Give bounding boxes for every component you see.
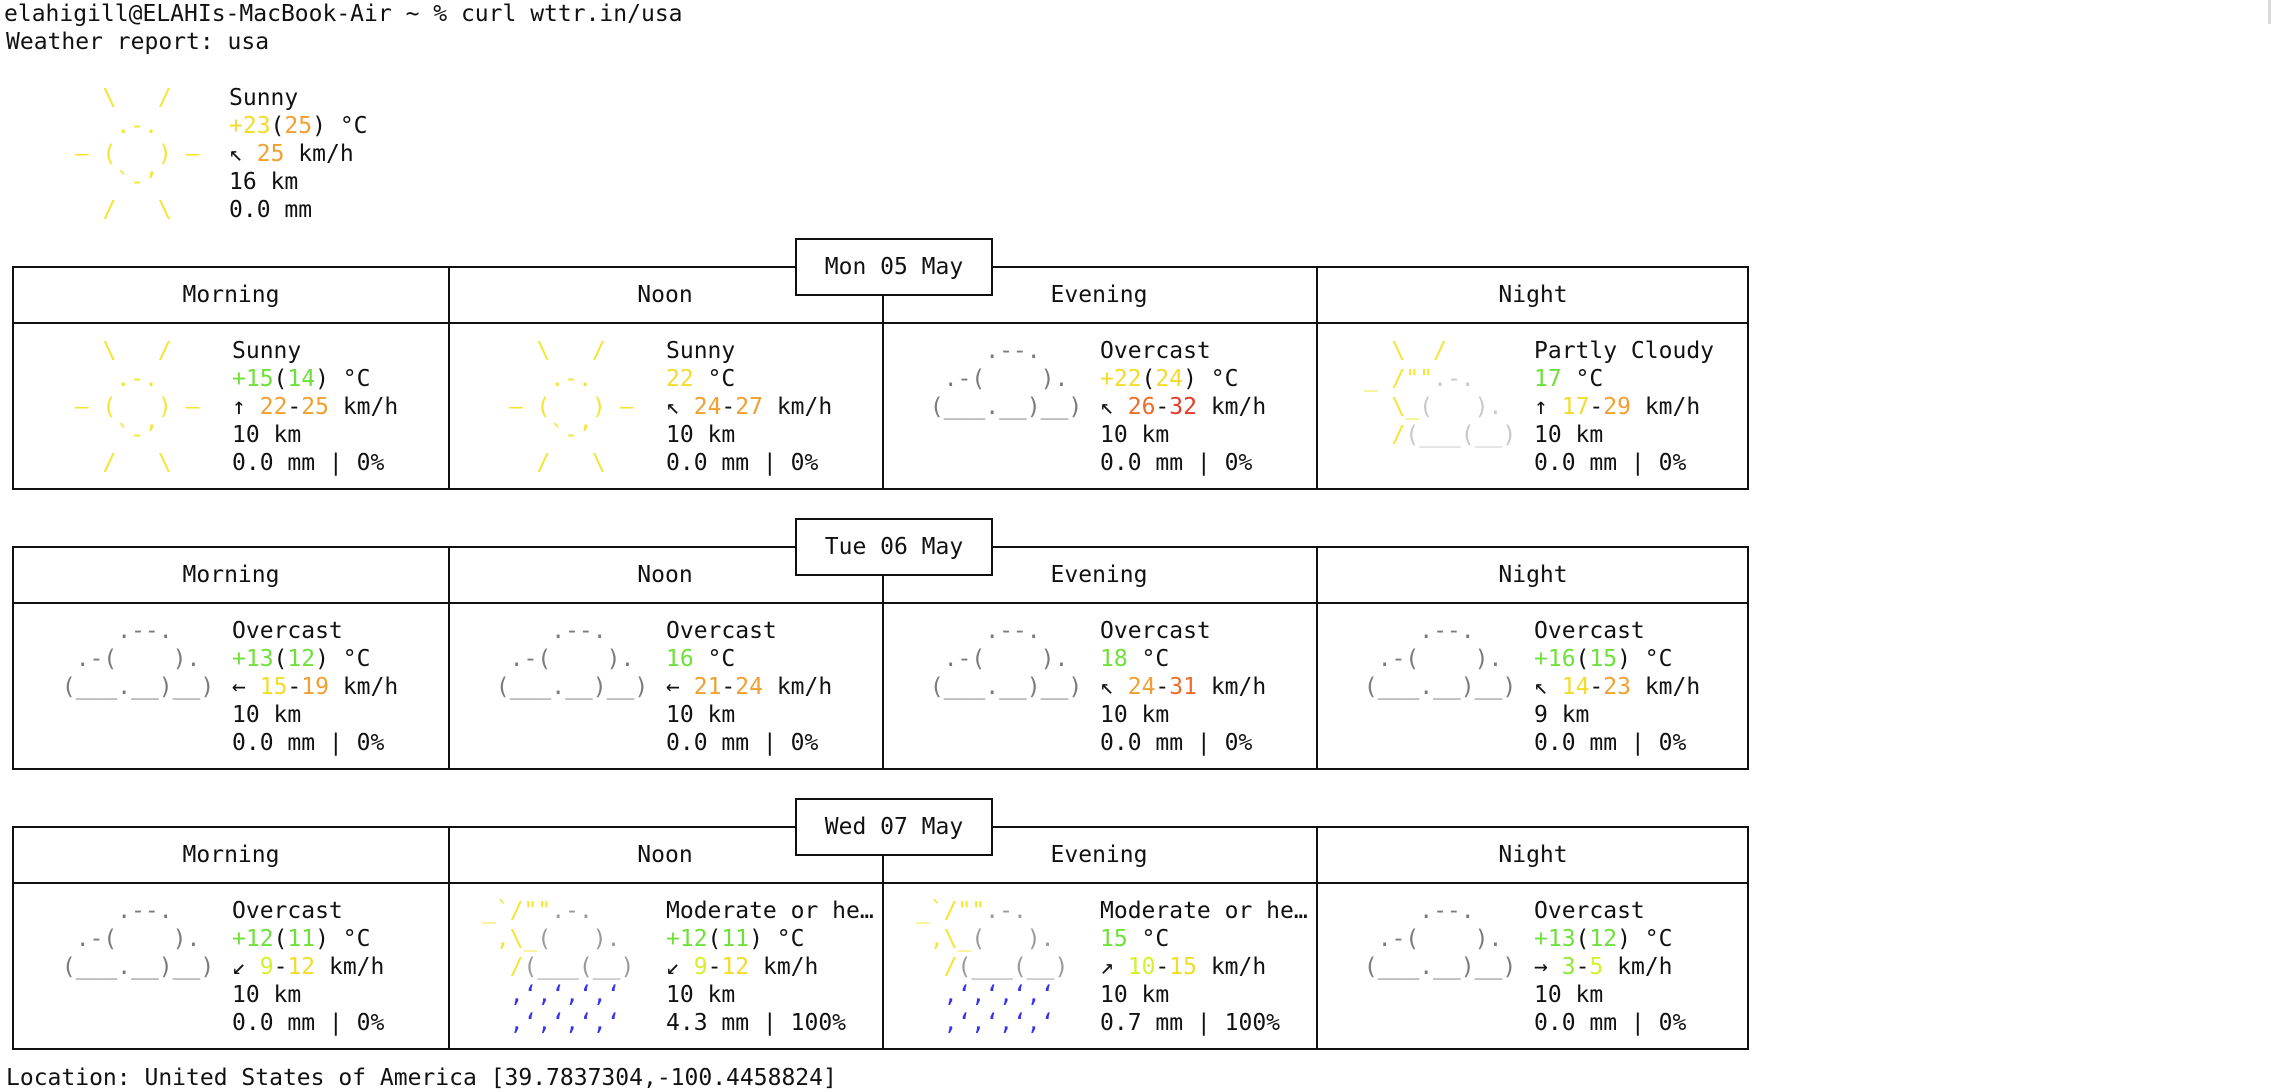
- cloud-art-icon: .--. .-( ). (___.__)__): [1363, 898, 1517, 980]
- wind: ← 21-24 km/h: [666, 674, 833, 700]
- precipitation: 0.7 mm | 100%: [1100, 1010, 1281, 1036]
- condition: Sunny: [666, 338, 736, 364]
- wind: ↙ 9-12 km/h: [666, 954, 819, 980]
- precipitation: 0.0 mm | 0%: [232, 730, 385, 756]
- period-morning: Morning: [182, 842, 280, 868]
- visibility: 10 km: [1100, 982, 1170, 1008]
- period-night: Night: [1498, 282, 1568, 308]
- period-night: Night: [1498, 842, 1568, 868]
- visibility: 10 km: [232, 422, 302, 448]
- condition: Overcast: [666, 618, 777, 644]
- cloud-art-icon: .--. .-( ). (___.__)__): [929, 618, 1083, 700]
- forecast-cell: [882, 324, 1316, 488]
- condition: Moderate or he…: [1100, 898, 1308, 924]
- visibility: 10 km: [666, 982, 736, 1008]
- sun-art-icon: \ / .-. ‒ ( ) ‒ `-’ / \: [74, 85, 200, 223]
- wind: ↗ 10-15 km/h: [1100, 954, 1267, 980]
- heavy-rain-art-icon: _`/"".-. ,\_( ). /(___(__) ‚ʻ‚ʻ‚ʻ‚ʻ ‚ʻ‚ʻ‚ʻ‚ʻ: [916, 898, 1069, 1036]
- cloud-art-icon: .--. .-( ). (___.__)__): [1363, 618, 1517, 700]
- temperature: +15(14) °C: [232, 366, 371, 392]
- period-morning: Morning: [182, 562, 280, 588]
- wind: ↖ 14-23 km/h: [1534, 674, 1701, 700]
- wind: → 3-5 km/h: [1534, 954, 1673, 980]
- temperature: 15 °C: [1100, 926, 1170, 952]
- condition: Overcast: [1534, 898, 1645, 924]
- temperature: +22(24) °C: [1100, 366, 1239, 392]
- period-noon: Noon: [637, 282, 693, 308]
- precipitation: 4.3 mm | 100%: [666, 1010, 847, 1036]
- condition: Overcast: [232, 618, 343, 644]
- current-precipitation: 0.0 mm: [229, 197, 313, 223]
- period-evening: Evening: [1050, 562, 1148, 588]
- current-wind: ↖ 25 km/h: [229, 141, 354, 167]
- report-title: Weather report: usa: [6, 29, 270, 55]
- condition: Partly Cloudy: [1534, 338, 1715, 364]
- sun-art-icon: \ / .-. ‒ ( ) ‒ `-’ / \: [508, 338, 634, 476]
- temperature: 18 °C: [1100, 646, 1170, 672]
- precipitation: 0.0 mm | 0%: [666, 730, 819, 756]
- forecast-cell: [1316, 884, 1750, 1048]
- precipitation: 0.0 mm | 0%: [232, 1010, 385, 1036]
- visibility: 9 km: [1534, 702, 1590, 728]
- forecast-cell: [14, 884, 448, 1048]
- visibility: 10 km: [1534, 422, 1604, 448]
- precipitation: 0.0 mm | 0%: [232, 450, 385, 476]
- period-evening: Evening: [1050, 842, 1148, 868]
- day-block-tue: [12, 534, 1749, 770]
- precipitation: 0.0 mm | 0%: [1534, 1010, 1687, 1036]
- current-condition: Sunny: [229, 85, 299, 111]
- forecast-cell: [14, 604, 448, 768]
- condition: Overcast: [1534, 618, 1645, 644]
- visibility: 10 km: [666, 422, 736, 448]
- temperature: 17 °C: [1534, 366, 1604, 392]
- wind: ↖ 24-31 km/h: [1100, 674, 1267, 700]
- temperature: +13(12) °C: [232, 646, 371, 672]
- forecast-cell: [448, 884, 882, 1048]
- condition: Overcast: [232, 898, 343, 924]
- period-evening: Evening: [1050, 282, 1148, 308]
- partly-cloudy-art-icon: \ / _ /"".-. \_( ). /(___(__): [1350, 338, 1517, 448]
- period-noon: Noon: [637, 562, 693, 588]
- forecast-cell: [14, 324, 448, 488]
- forecast-cell: [448, 604, 882, 768]
- visibility: 10 km: [1100, 422, 1170, 448]
- temperature: +12(11) °C: [666, 926, 805, 952]
- sun-art-icon: \ / .-. ‒ ( ) ‒ `-’ / \: [74, 338, 200, 476]
- wind: ↖ 24-27 km/h: [666, 394, 833, 420]
- forecast-cell: [448, 324, 882, 488]
- period-night: Night: [1498, 562, 1568, 588]
- visibility: 10 km: [1534, 982, 1604, 1008]
- temperature: +13(12) °C: [1534, 926, 1673, 952]
- precipitation: 0.0 mm | 0%: [1100, 730, 1253, 756]
- day-block-mon: [12, 254, 1749, 490]
- visibility: 10 km: [1100, 702, 1170, 728]
- forecast-cell: [1316, 604, 1750, 768]
- cloud-art-icon: .--. .-( ). (___.__)__): [61, 898, 215, 980]
- cloud-art-icon: .--. .-( ). (___.__)__): [929, 338, 1083, 420]
- condition: Overcast: [1100, 338, 1211, 364]
- wind: ← 15-19 km/h: [232, 674, 399, 700]
- temperature: +12(11) °C: [232, 926, 371, 952]
- wind: ↑ 22-25 km/h: [232, 394, 399, 420]
- precipitation: 0.0 mm | 0%: [1100, 450, 1253, 476]
- visibility: 10 km: [232, 702, 302, 728]
- wind: ↑ 17-29 km/h: [1534, 394, 1701, 420]
- date-label: Mon 05 May: [795, 238, 993, 296]
- precipitation: 0.0 mm | 0%: [1534, 450, 1687, 476]
- condition: Overcast: [1100, 618, 1211, 644]
- day-block-wed: [12, 814, 1749, 1050]
- precipitation: 0.0 mm | 0%: [1534, 730, 1687, 756]
- precipitation: 0.0 mm | 0%: [666, 450, 819, 476]
- date-label: Tue 06 May: [795, 518, 993, 576]
- current-visibility: 16 km: [229, 169, 299, 195]
- forecast-cell: [882, 604, 1316, 768]
- temperature: +16(15) °C: [1534, 646, 1673, 672]
- temperature: 22 °C: [666, 366, 736, 392]
- current-temperature: +23(25) °C: [229, 113, 368, 139]
- forecast-cell: [1316, 324, 1750, 488]
- shell-command-line: elahigill@ELAHIs-MacBook-Air ~ % curl wttr.in/usa: [4, 1, 683, 27]
- heavy-rain-art-icon: _`/"".-. ,\_( ). /(___(__) ‚ʻ‚ʻ‚ʻ‚ʻ ‚ʻ‚ʻ‚ʻ‚ʻ: [482, 898, 635, 1036]
- condition: Moderate or he…: [666, 898, 874, 924]
- location-line: Location: United States of America [39.7837304,-100.4458824]: [6, 1065, 837, 1091]
- period-noon: Noon: [637, 842, 693, 868]
- condition: Sunny: [232, 338, 302, 364]
- visibility: 10 km: [666, 702, 736, 728]
- forecast-cell: [882, 884, 1316, 1048]
- date-label: Wed 07 May: [795, 798, 993, 856]
- cloud-art-icon: .--. .-( ). (___.__)__): [495, 618, 649, 700]
- wind: ↖ 26-32 km/h: [1100, 394, 1267, 420]
- temperature: 16 °C: [666, 646, 736, 672]
- visibility: 10 km: [232, 982, 302, 1008]
- wind: ↙ 9-12 km/h: [232, 954, 385, 980]
- period-morning: Morning: [182, 282, 280, 308]
- cloud-art-icon: .--. .-( ). (___.__)__): [61, 618, 215, 700]
